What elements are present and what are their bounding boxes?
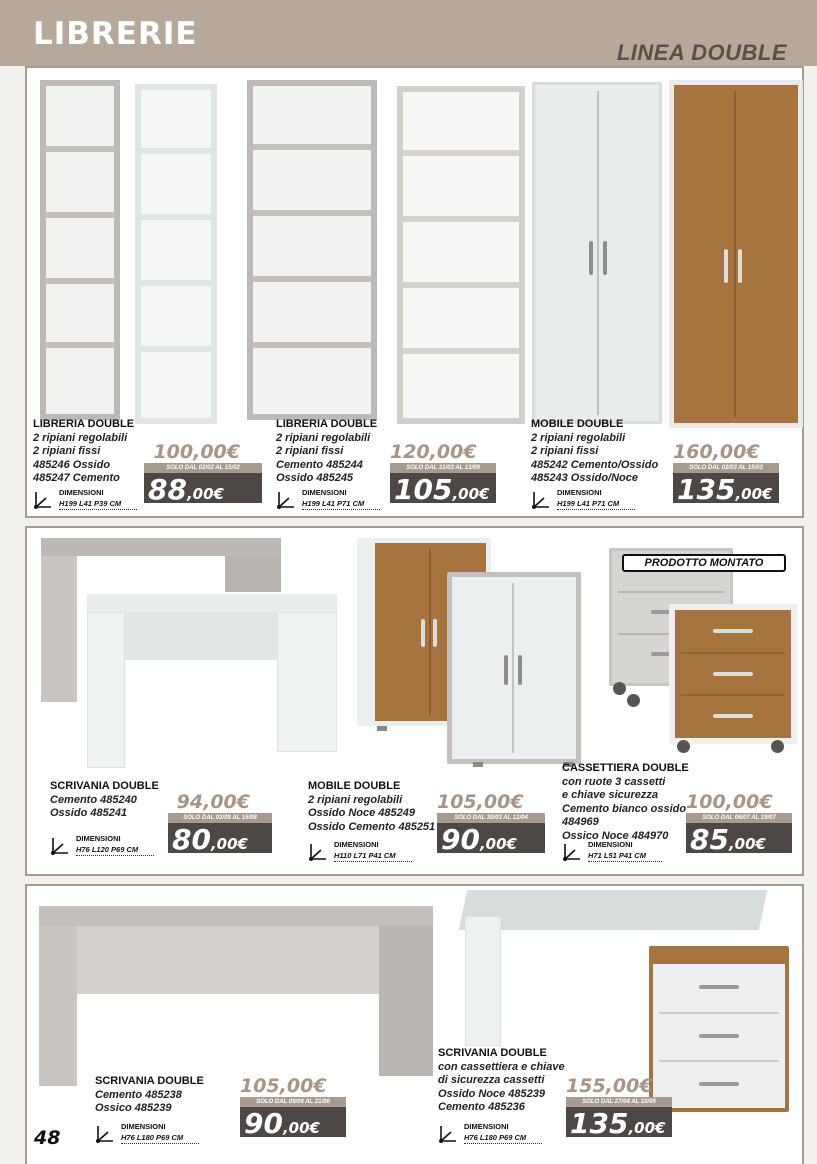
old-price: 105,00€ xyxy=(240,1075,327,1097)
product-name: SCRIVANIA DOUBLE xyxy=(50,780,159,792)
product-line: Cemento 485236 xyxy=(438,1101,525,1113)
old-price: 100,00€ xyxy=(686,791,773,813)
dimensions xyxy=(438,1122,558,1146)
page-number: 48 xyxy=(34,1127,61,1149)
promo-period: SOLO DAL 27/04 AL 10/05 xyxy=(566,1097,672,1107)
product-line: Cemento 485244 xyxy=(276,458,363,471)
dimensions-value: H110 L71 P41 CM xyxy=(334,851,412,862)
price-integer: 80 xyxy=(172,823,211,856)
product-name: LIBRERIA DOUBLE xyxy=(33,418,135,430)
dimensions xyxy=(308,840,428,864)
new-price xyxy=(686,823,792,856)
product-line: Ossido 485245 xyxy=(276,472,354,484)
new-price xyxy=(437,823,545,856)
product-line: Ossido Cemento 485251 xyxy=(308,820,436,833)
price-tag xyxy=(673,441,779,506)
dimensions xyxy=(50,834,170,858)
price-tag xyxy=(437,791,545,856)
new-price xyxy=(168,823,272,856)
product-line: di sicurezza cassetti xyxy=(438,1074,545,1086)
dimensions xyxy=(562,840,682,864)
product-name: SCRIVANIA DOUBLE xyxy=(438,1047,547,1059)
product-line: 485243 Ossido/Noce xyxy=(531,472,639,484)
dimensions xyxy=(531,488,651,512)
product-line: 2 ripiani fissi xyxy=(276,445,344,457)
new-price xyxy=(240,1107,346,1140)
promo-period: SOLO DAL 02/08 AL 15/08 xyxy=(168,813,272,823)
price-tag xyxy=(144,441,262,506)
product-name: LIBRERIA DOUBLE xyxy=(276,418,378,430)
dimensions-icon xyxy=(33,490,53,510)
product-line: con cassettiera e chiave xyxy=(438,1060,565,1073)
price-integer: 90 xyxy=(244,1107,283,1140)
promo-period: SOLO DAL 02/03 AL 15/03 xyxy=(673,463,779,473)
dimensions-value: H199 L41 P71 CM xyxy=(557,499,635,510)
dimensions-icon xyxy=(531,490,551,510)
product-line: e chiave sicurezza xyxy=(562,789,659,801)
price-integer: 88 xyxy=(148,473,187,506)
promo-period: SOLO DAL 09/06 AL 21/06 xyxy=(240,1097,346,1107)
price-integer: 85 xyxy=(690,823,729,856)
section-title: LIBRERIE xyxy=(33,16,198,52)
dimensions-icon xyxy=(50,836,70,856)
product-line: 2 ripiani regolabili xyxy=(33,431,128,444)
dimensions-value: H71 L51 P41 CM xyxy=(588,851,662,862)
dimensions-icon xyxy=(276,490,296,510)
product-line: 2 ripiani regolabili xyxy=(276,431,371,444)
dimensions-label: DIMENSIONI xyxy=(121,1122,166,1131)
product-info xyxy=(95,1075,225,1116)
new-price xyxy=(144,473,262,506)
product-line: Ossico 485239 xyxy=(95,1102,172,1114)
dimensions-value: H76 L180 P69 CM xyxy=(121,1133,199,1144)
promo-period: SOLO DAL 31/03 AL 13/09 xyxy=(390,463,496,473)
product-name: MOBILE DOUBLE xyxy=(531,418,624,430)
product-line: Ossido Noce 485249 xyxy=(308,807,416,819)
product-info xyxy=(50,780,170,821)
dimensions xyxy=(95,1122,215,1146)
page-header xyxy=(0,0,817,66)
price-decimals: ,00€ xyxy=(282,1119,320,1137)
product-line: 2 ripiani regolabili xyxy=(531,431,626,444)
old-price: 155,00€ xyxy=(566,1075,653,1097)
new-price xyxy=(566,1107,672,1140)
new-price xyxy=(390,473,496,506)
promo-period: SOLO DAL 30/03 AL 12/04 xyxy=(437,813,545,823)
price-integer: 135 xyxy=(677,473,736,506)
dimensions xyxy=(276,488,396,512)
product-info xyxy=(276,418,394,486)
price-decimals: ,00€ xyxy=(452,485,490,503)
product-line: Cemento bianco ossido xyxy=(562,802,687,815)
dimensions-label: DIMENSIONI xyxy=(59,488,104,497)
promo-period: SOLO DAL 06/07 AL 19/07 xyxy=(686,813,792,823)
price-integer: 135 xyxy=(570,1107,629,1140)
product-info xyxy=(308,780,438,834)
price-tag xyxy=(566,1075,672,1140)
price-decimals: ,00€ xyxy=(728,835,766,853)
dimensions-label: DIMENSIONI xyxy=(464,1122,509,1131)
old-price: 100,00€ xyxy=(153,441,240,463)
product-line: Ossido 485241 xyxy=(50,807,128,819)
product-line: Ossico Noce 484970 xyxy=(562,829,669,842)
product-line: 485246 Ossido xyxy=(33,458,111,471)
old-price: 105,00€ xyxy=(437,791,524,813)
old-price: 160,00€ xyxy=(673,441,760,463)
promo-period: SOLO DAL 02/02 AL 15/02 xyxy=(144,463,262,473)
product-line: 2 ripiani fissi xyxy=(531,445,599,457)
price-integer: 90 xyxy=(441,823,480,856)
dimensions-value: H76 L120 P69 CM xyxy=(76,845,154,856)
dimensions-icon xyxy=(562,842,582,862)
price-decimals: ,00€ xyxy=(186,485,224,503)
dimensions-value: H76 L180 P69 CM xyxy=(464,1133,542,1144)
product-name: MOBILE DOUBLE xyxy=(308,780,401,792)
product-line: 2 ripiani fissi xyxy=(33,445,101,457)
price-decimals: ,00€ xyxy=(735,485,773,503)
price-decimals: ,00€ xyxy=(210,835,248,853)
product-line: Cemento 485238 xyxy=(95,1088,182,1101)
product-name: SCRIVANIA DOUBLE xyxy=(95,1075,204,1087)
product-line: 485247 Cemento xyxy=(33,472,120,484)
product-info xyxy=(438,1047,578,1115)
dimensions-icon xyxy=(95,1124,115,1144)
old-price: 94,00€ xyxy=(176,791,250,813)
product-line: Cemento 485240 xyxy=(50,793,137,806)
product-name: CASSETTIERA DOUBLE xyxy=(562,762,689,774)
dimensions-label: DIMENSIONI xyxy=(302,488,347,497)
dimensions-value: H199 L41 P71 CM xyxy=(302,499,380,510)
price-tag xyxy=(168,791,272,856)
assembled-badge: PRODOTTO MONTATO xyxy=(622,554,786,572)
product-info xyxy=(562,762,692,843)
dimensions-icon xyxy=(308,842,328,862)
dimensions xyxy=(33,488,153,512)
old-price: 120,00€ xyxy=(390,441,477,463)
collection-title: LINEA DOUBLE xyxy=(616,40,787,65)
price-tag xyxy=(240,1075,346,1140)
product-info xyxy=(531,418,671,486)
price-tag xyxy=(686,791,792,856)
dimensions-label: DIMENSIONI xyxy=(557,488,602,497)
new-price xyxy=(673,473,779,506)
dimensions-value: H199 L41 P39 CM xyxy=(59,499,137,510)
product-line: 2 ripiani regolabili xyxy=(308,793,403,806)
price-integer: 105 xyxy=(394,473,453,506)
product-info xyxy=(33,418,151,486)
dimensions-label: DIMENSIONI xyxy=(334,840,379,849)
price-decimals: ,00€ xyxy=(479,835,517,853)
product-line: Ossido Noce 485239 xyxy=(438,1087,546,1100)
dimensions-icon xyxy=(438,1124,458,1144)
dimensions-label: DIMENSIONI xyxy=(76,834,121,843)
product-line: 484969 xyxy=(562,816,599,828)
product-line: 485242 Cemento/Ossido xyxy=(531,458,659,471)
dimensions-label: DIMENSIONI xyxy=(588,840,633,849)
price-decimals: ,00€ xyxy=(628,1119,666,1137)
price-tag xyxy=(390,441,496,506)
product-line: con ruote 3 cassetti xyxy=(562,775,666,788)
